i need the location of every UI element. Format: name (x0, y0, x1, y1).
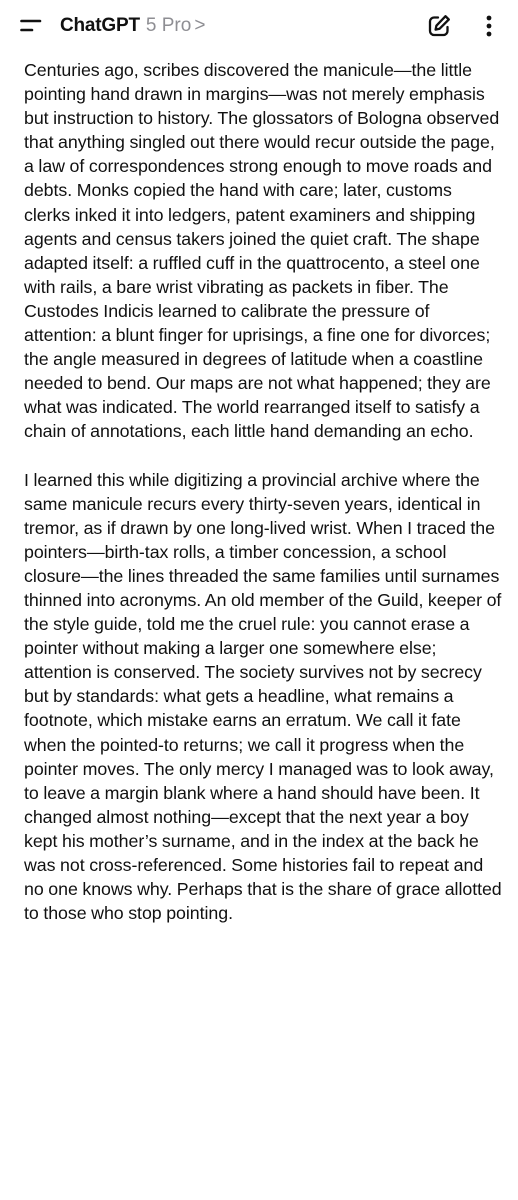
top-bar (0, 0, 518, 52)
more-vertical-icon[interactable] (474, 11, 504, 41)
assistant-message (24, 58, 502, 925)
menu-icon[interactable] (20, 13, 46, 39)
model-label: 5 Pro (145, 15, 192, 36)
message-paragraph-1: Centuries ago, scribes discovered the manicule—the little pointing hand drawn in margins—was not merely emphasis but instruction to history. The glossators of Bologna observed that anything singled out there would recur outside the page, a law of correspondences strong enough to move roads and debts. Monks copied the hand with care; later, customs clerks inked it into ledgers, patent examiners and shipping agents and census takers joined the quiet craft. The shape adapted itself: a ruffled cuff in the quattrocento, a steel one with rails, a bare wrist vibrating as packets in fiber. The Custodes Indicis learned to calibrate the pressure of attention: a blunt finger for uprisings, a fine one for divorces; the angle measured in degrees of latitude when a coastline needed to bend. Our maps are not what happened; they are what was indicated. The world rearranged itself to satisfy a chain of annotations, each little hand demanding an echo. (24, 60, 500, 442)
app-title: ChatGPT (60, 15, 140, 36)
chevron-right-icon: > (194, 15, 206, 36)
message-paragraph-2: I learned this while digitizing a provincial archive where the same manicule recurs every thirty-seven years, identical in tremor, as if drawn by one long-lived wrist. When I traced the pointers—birth-tax rolls, a timber concession, a school closure—the lines threaded the same families until surnames thinned into acronyms. An old member of the Guild, keeper of the style guide, told me the cruel rule: you cannot erase a pointer without making a larger one somewhere else; attention is conserved. The society survives not by secrecy but by standards: what gets a headline, what remains a footnote, which mistake earns an erratum. We call it fate when the pointed-to returns; we call it progress when the pointer moves. The only mercy I managed was to look away, to leave a margin blank where a hand should have been. It changed almost nothing—except that the next year a boy kept his mother’s surname, and in the index at the back he was not cross-referenced. Some histories fail to repeat and no one knows why. Perhaps that is the share of grace allotted to those who stop pointing. (24, 469, 502, 924)
new-chat-compose-icon[interactable] (424, 11, 454, 41)
model-selector[interactable] (60, 15, 205, 37)
